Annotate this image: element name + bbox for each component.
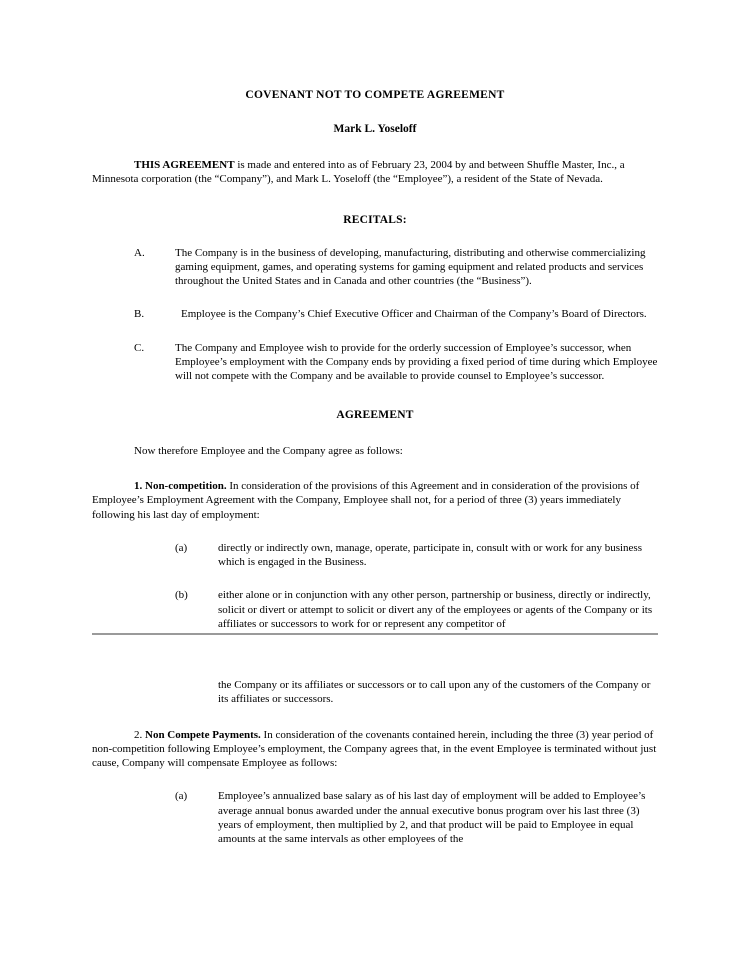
section-2-item-a — [92, 770, 658, 846]
section-1-item-b — [92, 569, 658, 631]
recital-text-a: The Company is in the business of developing, manufacturing, distributing and otherwise commercializing gaming equipment, games, and operating systems for gaming equipment and related products and services throughout the United States and in Canada and other countries (the “Business”). — [175, 246, 646, 288]
document-subtitle: Mark L. Yoseloff — [333, 123, 417, 135]
section-1-item-a — [92, 522, 658, 570]
section-2-label-a: (a) — [175, 790, 188, 803]
agreement-heading: AGREEMENT — [336, 408, 414, 421]
recital-label-b: B. — [134, 308, 145, 321]
continuation-item — [92, 678, 658, 707]
section-2-text: In consideration of the covenants contained herein, including the three (3) year period of non-competition following Employee’s employment, the Company agrees that, in the event Employee is terminated without just cause, Company will compensate Employee as follows: — [92, 728, 657, 770]
section-1-number: 1. — [134, 479, 145, 492]
agreement-lead-in: Now therefore Employee and the Company agree as follows: — [134, 444, 403, 457]
page-one-content — [92, 0, 658, 631]
section-1-title: Non-competition. — [145, 479, 227, 492]
intro-paragraph — [92, 136, 658, 187]
section-1-text-a: directly or indirectly own, manage, operate, participate in, consult with or work for any business which is engaged in the Business. — [218, 541, 642, 569]
continuation-text: the Company or its affiliates or successors or to call upon any of the customers of the Company or its affiliates or successors. — [218, 679, 651, 706]
recital-label-a: A. — [134, 246, 145, 259]
section-1-label-b: (b) — [175, 589, 188, 602]
page-break-divider — [92, 633, 658, 635]
section-2-text-a: Employee’s annualized base salary as of his last day of employment will be added to Employee’s average annual bonus awarded under the annual executive bonus program over his last three (3) years of employment, then multiplied by 2, and that product will be paid to Employee in equal amounts at the same intervals as other employees of the — [218, 790, 646, 846]
continuation-spacer — [175, 678, 218, 707]
recital-item-c — [92, 322, 658, 384]
intro-text: is made and entered into as of February 23, 2004 by and between Shuffle Master, Inc., a Minnesota corporation (the “Company”), and Mark L. Yoseloff (the “Employee”), a resident of the State of Nevada. — [92, 159, 625, 186]
section-1-paragraph — [92, 458, 658, 522]
recitals-heading: RECITALS: — [343, 213, 407, 226]
recital-text-b: Employee is the Company’s Chief Executive Officer and Chairman of the Company’s Board of Directors. — [181, 308, 647, 321]
recital-item-b — [92, 288, 658, 321]
section-1-text: In consideration of the provisions of this Agreement and in consideration of the provisions of Employee’s Employment Agreement with the Company, Employee shall not, for a period of three (3) years immediately following his last day of employment: — [92, 479, 640, 521]
section-1-text-b: either alone or in conjunction with any other person, partnership or business, directly or indirectly, solicit or divert or attempt to solicit or divert any of the employees or agents of the Company or its affiliates or successors to work for or represent any competitor of — [218, 589, 653, 631]
section-1-label-a: (a) — [175, 541, 188, 554]
section-2-number: 2. — [134, 728, 145, 741]
document-title: COVENANT NOT TO COMPETE AGREEMENT — [245, 89, 505, 101]
intro-lead-bold: THIS AGREEMENT — [134, 159, 235, 171]
recital-label-c: C. — [134, 341, 145, 354]
recital-text-c: The Company and Employee wish to provide for the orderly succession of Employee’s successor, when Employee’s employment with the Company ends by providing a fixed period of time during which Employee will not compete with the Company and be available to provide counsel to Employee’s successor. — [175, 341, 658, 383]
section-2-paragraph — [92, 707, 658, 771]
section-2-title: Non Compete Payments. — [145, 728, 261, 741]
page-two-content — [92, 678, 658, 847]
recital-item-a — [92, 227, 658, 289]
